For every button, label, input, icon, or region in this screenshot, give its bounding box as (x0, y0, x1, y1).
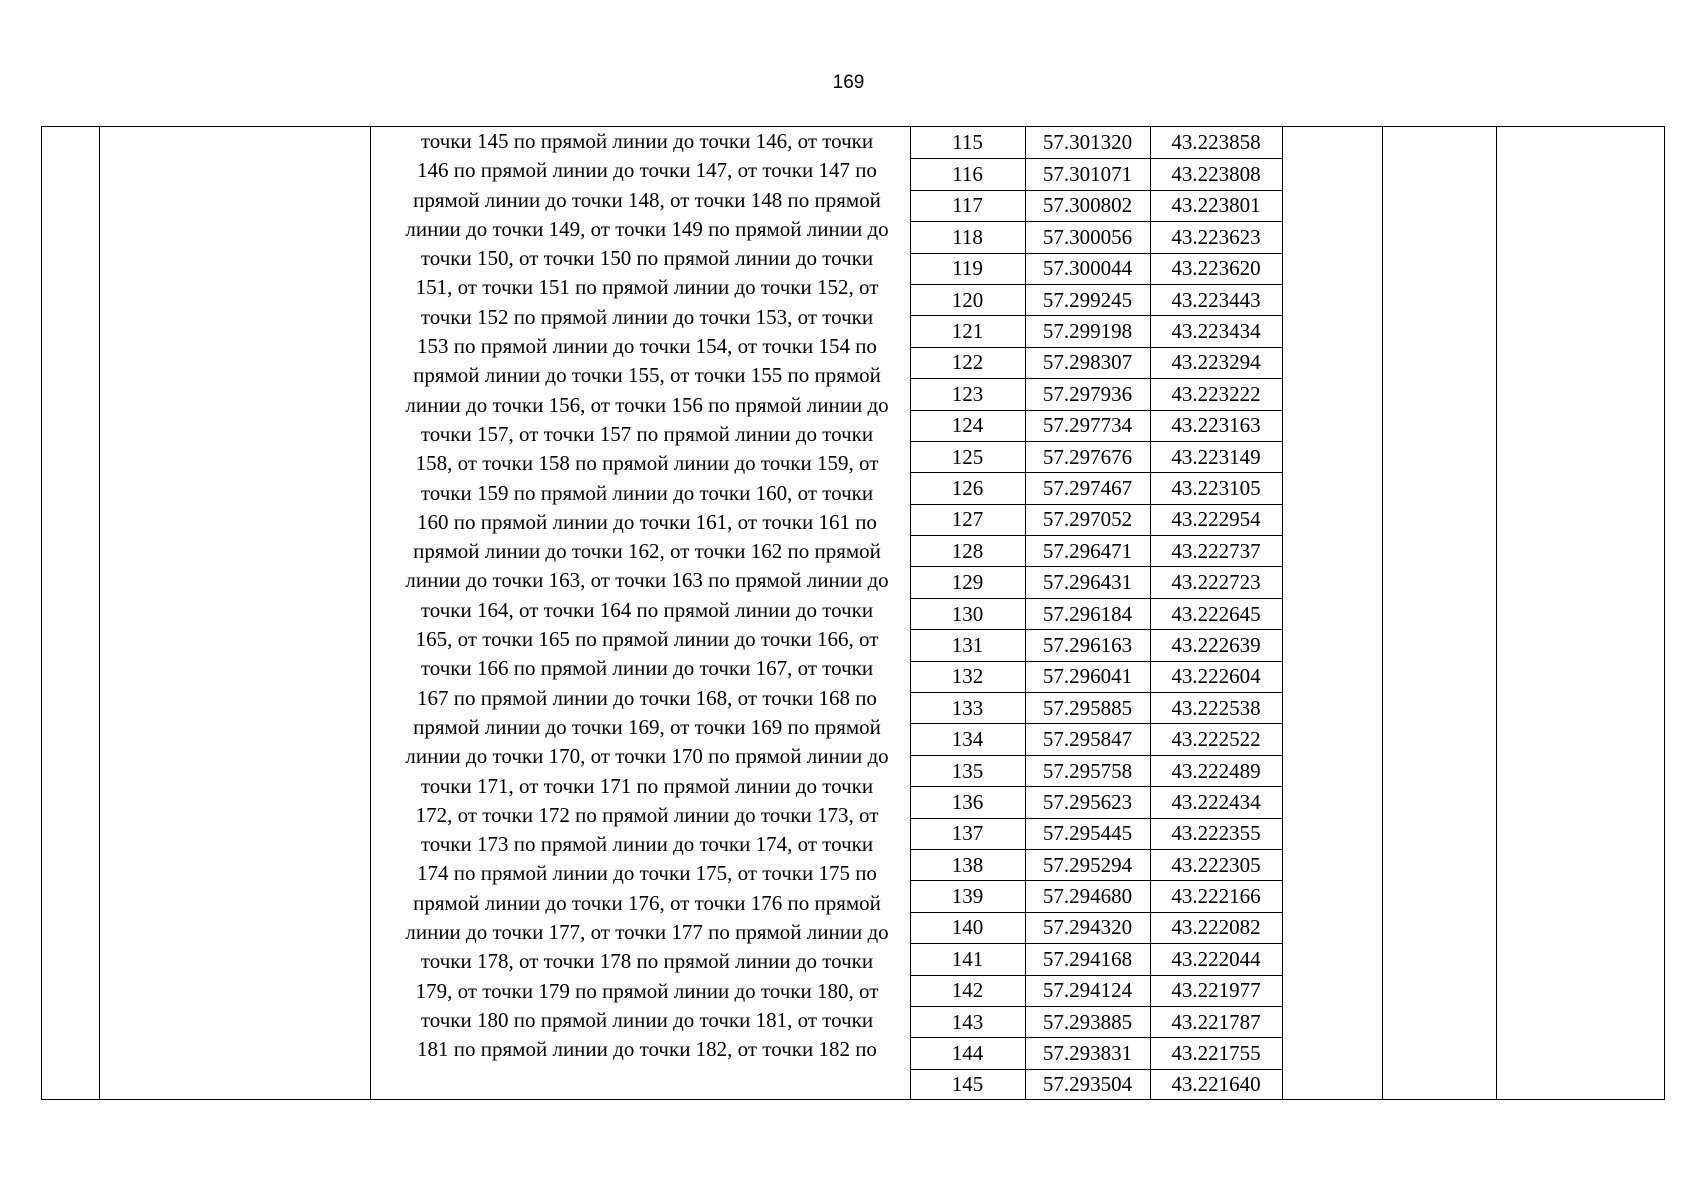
description-line: точки 145 по прямой линии до точки 146, от точки (420, 129, 874, 153)
latitude-cell: 57.299198 (1042, 319, 1133, 344)
latitude-cell: 57.297936 (1042, 381, 1133, 406)
table-row (910, 723, 1282, 754)
description-line: точки 173 по прямой линии до точки 174, от точки (420, 832, 874, 857)
description-line: прямой линии до точки 176, от точки 176 по прямой (413, 890, 881, 915)
point-number: 128 (951, 538, 984, 563)
latitude-cell: 57.296041 (1042, 664, 1133, 689)
longitude-cell: 43.223801 (1171, 193, 1261, 218)
table-row (910, 221, 1282, 252)
description-line: точки 152 по прямой линии до точки 153, от точки (420, 304, 874, 329)
point-number: 142 (951, 978, 984, 1003)
column-divider (99, 127, 100, 1099)
table-row (910, 1006, 1282, 1037)
latitude-cell: 57.300802 (1042, 193, 1133, 218)
point-number: 123 (951, 381, 984, 406)
description-line: линии до точки 149, от точки 149 по прямой линии до (405, 216, 889, 241)
latitude-cell: 57.295294 (1042, 852, 1133, 877)
description-line: точки 164, от точки 164 по прямой линии до точки (420, 597, 874, 622)
point-number: 119 (952, 256, 983, 281)
table-row (910, 347, 1282, 378)
table-row (910, 441, 1282, 472)
latitude-cell: 57.295758 (1042, 758, 1133, 783)
point-number: 126 (951, 475, 984, 500)
longitude-cell: 43.223443 (1171, 287, 1261, 312)
point-number: 143 (951, 1009, 984, 1034)
table-row (910, 158, 1282, 189)
point-number: 134 (951, 727, 984, 752)
table-row (910, 943, 1282, 974)
point-number: 140 (951, 915, 984, 940)
point-number: 122 (951, 350, 984, 375)
point-number: 145 (951, 1072, 984, 1097)
table-row (910, 284, 1282, 315)
latitude-cell: 57.297467 (1042, 475, 1133, 500)
description-line: линии до точки 163, от точки 163 по прямой линии до (405, 568, 889, 593)
description-line: 153 по прямой линии до точки 154, от точки 154 по (417, 334, 877, 359)
description-line: 174 по прямой линии до точки 175, от точки 175 по (417, 861, 877, 886)
description-line: 172, от точки 172 по прямой линии до точки 173, от (415, 802, 879, 827)
longitude-cell: 43.222737 (1171, 538, 1261, 563)
latitude-cell: 57.295847 (1042, 727, 1133, 752)
description-line: точки 166 по прямой линии до точки 167, от точки (420, 656, 874, 681)
longitude-cell: 43.222489 (1171, 758, 1261, 783)
longitude-cell: 43.222522 (1171, 727, 1261, 752)
point-number: 138 (951, 852, 984, 877)
longitude-cell: 43.221787 (1171, 1009, 1261, 1034)
longitude-cell: 43.221755 (1171, 1041, 1261, 1066)
latitude-cell: 57.298307 (1042, 350, 1133, 375)
point-number: 117 (952, 193, 983, 218)
description-line: прямой линии до точки 155, от точки 155 по прямой (413, 363, 881, 388)
longitude-cell: 43.223434 (1171, 319, 1261, 344)
description-line: линии до точки 156, от точки 156 по прямой линии до (405, 392, 889, 417)
longitude-cell: 43.222954 (1171, 507, 1261, 532)
longitude-cell: 43.222645 (1171, 601, 1261, 626)
latitude-cell: 57.294124 (1042, 978, 1133, 1003)
point-number: 131 (951, 632, 984, 657)
point-number: 129 (951, 570, 984, 595)
point-number: 130 (951, 601, 984, 626)
point-number: 116 (952, 162, 983, 187)
description-line: 181 по прямой линии до точки 182, от точки 182 по (417, 1037, 877, 1062)
longitude-cell: 43.223623 (1171, 224, 1261, 249)
column-divider (1496, 127, 1497, 1099)
latitude-cell: 57.296471 (1042, 538, 1133, 563)
table-row (910, 849, 1282, 880)
longitude-cell: 43.221977 (1171, 978, 1261, 1003)
table-row (910, 755, 1282, 786)
description-line: 160 по прямой линии до точки 161, от точки 161 по (417, 509, 877, 534)
latitude-cell: 57.297734 (1042, 413, 1133, 438)
longitude-cell: 43.223294 (1171, 350, 1261, 375)
longitude-cell: 43.223163 (1171, 413, 1261, 438)
latitude-cell: 57.297676 (1042, 444, 1133, 469)
point-number: 137 (951, 821, 984, 846)
point-number: 115 (952, 130, 983, 155)
table-row (910, 504, 1282, 535)
point-number: 127 (951, 507, 984, 532)
description-line: прямой линии до точки 148, от точки 148 по прямой (413, 187, 881, 212)
longitude-cell: 43.223620 (1171, 256, 1261, 281)
column-divider (1382, 127, 1383, 1099)
longitude-cell: 43.222305 (1171, 852, 1261, 877)
description-line: 165, от точки 165 по прямой линии до точки 166, от (415, 627, 879, 652)
description-line: 179, от точки 179 по прямой линии до точки 180, от (415, 978, 879, 1003)
longitude-cell: 43.222639 (1171, 632, 1261, 657)
latitude-cell: 57.294320 (1042, 915, 1133, 940)
table-row (910, 190, 1282, 221)
point-number: 139 (951, 884, 984, 909)
longitude-cell: 43.222434 (1171, 789, 1261, 814)
point-number: 133 (951, 695, 984, 720)
latitude-cell: 57.296431 (1042, 570, 1133, 595)
point-number: 141 (951, 946, 984, 971)
longitude-cell: 43.222044 (1171, 946, 1261, 971)
longitude-cell: 43.222538 (1171, 695, 1261, 720)
table-row (910, 975, 1282, 1006)
longitude-cell: 43.223808 (1171, 162, 1261, 187)
column-divider (370, 127, 371, 1099)
description-line: точки 180 по прямой линии до точки 181, от точки (420, 1007, 874, 1032)
coordinate-rows (910, 127, 1282, 1100)
latitude-cell: 57.300056 (1042, 224, 1133, 249)
point-number: 121 (951, 319, 984, 344)
table-row (910, 912, 1282, 943)
point-number: 135 (951, 758, 984, 783)
latitude-cell: 57.293504 (1042, 1072, 1133, 1097)
description-line: точки 159 по прямой линии до точки 160, от точки (420, 480, 874, 505)
table-row (910, 786, 1282, 817)
latitude-cell: 57.301320 (1042, 130, 1133, 155)
longitude-cell: 43.223105 (1171, 475, 1261, 500)
longitude-cell: 43.222355 (1171, 821, 1261, 846)
latitude-cell: 57.301071 (1042, 162, 1133, 187)
description-line: прямой линии до точки 169, от точки 169 по прямой (413, 714, 881, 739)
table-row (910, 1069, 1282, 1100)
table-row (910, 629, 1282, 660)
description-line: 151, от точки 151 по прямой линии до точки 152, от (415, 275, 879, 300)
longitude-cell: 43.223149 (1171, 444, 1261, 469)
point-number: 136 (951, 789, 984, 814)
point-number: 118 (952, 224, 983, 249)
latitude-cell: 57.295885 (1042, 695, 1133, 720)
longitude-cell: 43.223858 (1171, 130, 1261, 155)
description-line: 158, от точки 158 по прямой линии до точки 159, от (415, 451, 879, 476)
table-row (910, 1037, 1282, 1068)
latitude-cell: 57.294168 (1042, 946, 1133, 971)
table-row (910, 315, 1282, 346)
latitude-cell: 57.295623 (1042, 789, 1133, 814)
latitude-cell: 57.297052 (1042, 507, 1133, 532)
latitude-cell: 57.293885 (1042, 1009, 1133, 1034)
page-number: 169 (832, 72, 865, 93)
description-line: 146 по прямой линии до точки 147, от точки 147 по (417, 158, 877, 183)
table-row (910, 661, 1282, 692)
table-row (910, 818, 1282, 849)
description-line: точки 178, от точки 178 по прямой линии до точки (420, 949, 874, 974)
latitude-cell: 57.293831 (1042, 1041, 1133, 1066)
description-line: 167 по прямой линии до точки 168, от точки 168 по (417, 685, 877, 710)
point-number: 120 (951, 287, 984, 312)
boundary-description (380, 127, 914, 1065)
table-row (910, 378, 1282, 409)
column-divider (1282, 127, 1283, 1099)
table-row (910, 692, 1282, 723)
longitude-cell: 43.222604 (1171, 664, 1261, 689)
longitude-cell: 43.222166 (1171, 884, 1261, 909)
description-line: точки 157, от точки 157 по прямой линии до точки (420, 421, 874, 446)
description-line: линии до точки 177, от точки 177 по прямой линии до (405, 920, 889, 945)
table-row (910, 410, 1282, 441)
point-number: 132 (951, 664, 984, 689)
latitude-cell: 57.296184 (1042, 601, 1133, 626)
description-line: прямой линии до точки 162, от точки 162 по прямой (413, 539, 881, 564)
point-number: 125 (951, 444, 984, 469)
latitude-cell: 57.296163 (1042, 632, 1133, 657)
latitude-cell: 57.299245 (1042, 287, 1133, 312)
table-row (910, 472, 1282, 503)
longitude-cell: 43.223222 (1171, 381, 1261, 406)
point-number: 144 (951, 1041, 984, 1066)
boundary-table (41, 126, 1665, 1100)
description-line: линии до точки 170, от точки 170 по прямой линии до (405, 744, 889, 769)
table-row (910, 127, 1282, 158)
table-row (910, 566, 1282, 597)
longitude-cell: 43.221640 (1171, 1072, 1261, 1097)
longitude-cell: 43.222723 (1171, 570, 1261, 595)
table-row (910, 598, 1282, 629)
longitude-cell: 43.222082 (1171, 915, 1261, 940)
latitude-cell: 57.295445 (1042, 821, 1133, 846)
latitude-cell: 57.300044 (1042, 256, 1133, 281)
description-line: точки 171, от точки 171 по прямой линии до точки (420, 773, 874, 798)
description-line: точки 150, от точки 150 по прямой линии до точки (420, 246, 874, 271)
table-row (910, 880, 1282, 911)
latitude-cell: 57.294680 (1042, 884, 1133, 909)
table-row (910, 253, 1282, 284)
point-number: 124 (951, 413, 984, 438)
table-row (910, 535, 1282, 566)
